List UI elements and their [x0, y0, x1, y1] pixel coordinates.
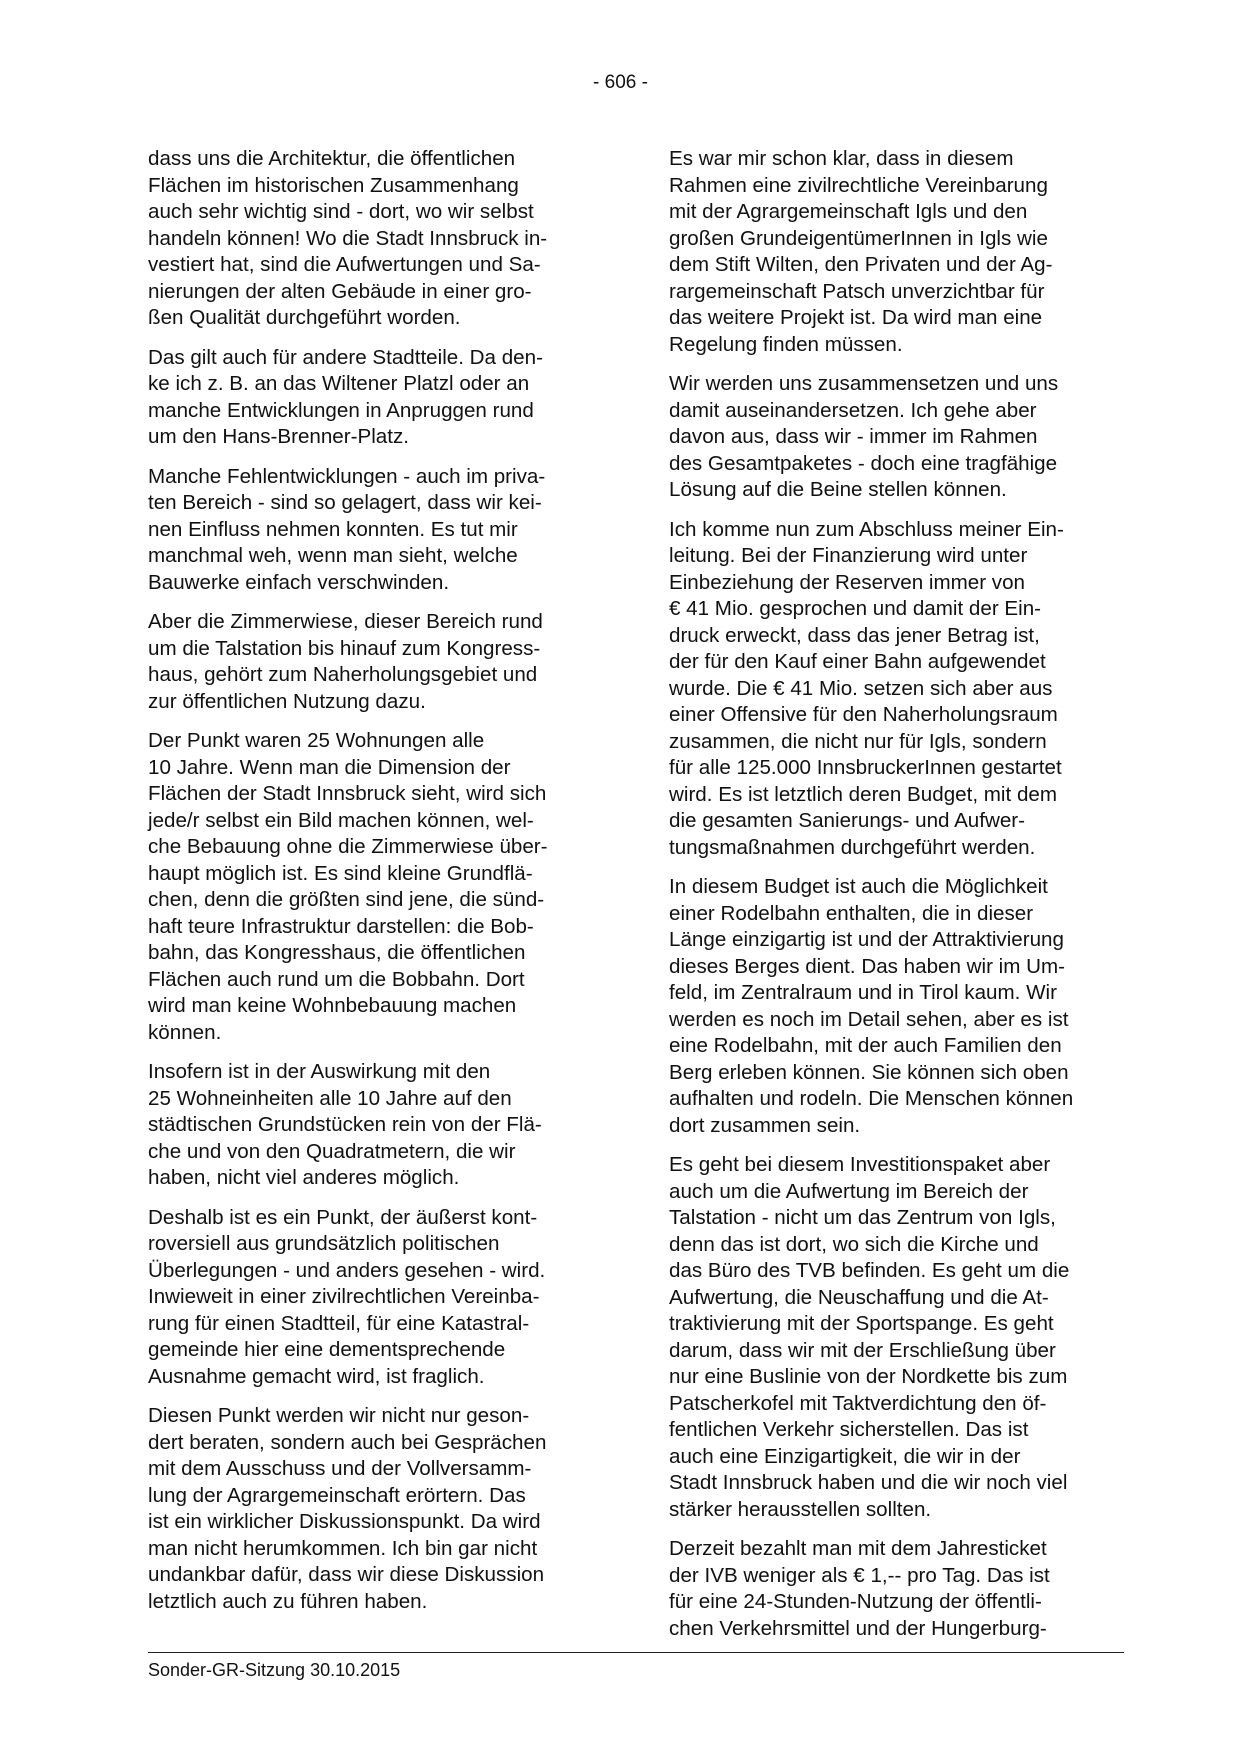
- paragraph: Ich komme nun zum Abschluss meiner Ein- leitung. Bei der Finanzierung wird unter Einbeziehung der Reserven immer von € 41 Mio. gesprochen und damit der Ein- druck erweckt, dass das jener Betrag ist, der für den Kauf einer Bahn aufgewendet wurde. Die € 41 Mio. setzen sich aber aus einer Offensive für den Naherholungsraum zusammen, die nicht nur für Igls, sondern für alle 125.000 InnsbruckerInnen gestartet wird. Es ist letztlich deren Budget, mit dem die gesamten Sanierungs- und Aufwer- tungsmaßnahmen durchgeführt werden.: [669, 517, 1064, 859]
- page-number: - 606 -: [593, 72, 648, 93]
- paragraph: Wir werden uns zusammensetzen und uns damit auseinandersetzen. Ich gehe aber davon aus, dass wir - immer im Rahmen des Gesamtpaketes - doch eine tragfähige Lösung auf die Beine stellen können.: [669, 372, 1059, 501]
- left-column: [148, 146, 595, 1628]
- paragraph: Manche Fehlentwicklungen - auch im priva- ten Bereich - sind so gelagert, dass wir kei- nen Einfluss nehmen konnten. Es tut mir manchmal weh, wenn man sieht, welche Bauwerke einfach verschwinden.: [148, 464, 546, 594]
- paragraph: Insofern ist in der Auswirkung mit den 25 Wohneinheiten alle 10 Jahre auf den städtischen Grundstücken rein von der Flä- che und von den Quadratmetern, die wir haben, nicht viel anderes möglich.: [148, 1060, 542, 1189]
- paragraph: Aber die Zimmerwiese, dieser Bereich rund um die Talstation bis hinauf zum Kongress- haus, gehört zum Naherholungsgebiet und zur öffentlichen Nutzung dazu.: [148, 610, 543, 713]
- paragraph: Der Punkt waren 25 Wohnungen alle 10 Jahre. Wenn man die Dimension der Flächen der Stadt Innsbruck sieht, wird sich jede/r selbst ein Bild machen können, wel- che Bebauung ohne die Zimmerwiese über- haupt möglich ist. Es sind kleine Grundflä- chen, denn die größten sind jene, die sünd- haft teure Infrastruktur darstellen: die Bob- bahn, das Kongresshaus, die öffentlichen Flächen auch rund um die Bobbahn. Dort wird man keine Wohnbebauung machen können.: [148, 729, 548, 1044]
- paragraph: Das gilt auch für andere Stadtteile. Da den- ke ich z. B. an das Wiltener Platzl oder an manche Entwicklungen in Anpruggen rund um den Hans-Brenner-Platz.: [148, 345, 543, 448]
- footer-divider: [148, 1652, 1124, 1653]
- paragraph: Deshalb ist es ein Punkt, der äußerst kont- roversiell aus grundsätzlich politischen Überlegungen - und anders gesehen - wird. Inwieweit in einer zivilrechtlichen Vereinba- rung für einen Stadtteil, für eine Katastral- gemeinde hier eine dementsprechende Ausnahme gemacht wird, ist fraglich.: [148, 1205, 546, 1388]
- right-column: [669, 146, 1124, 1655]
- paragraph: Diesen Punkt werden wir nicht nur geson- dert beraten, sondern auch bei Gesprächen mit dem Ausschuss und der Vollversamm- lung der Agrargemeinschaft erörtern. Das ist ein wirklicher Diskussionspunkt. Da wird man nicht herumkommen. Ich bin gar nicht undankbar dafür, dass wir diese Diskussion letztlich auch zu führen haben.: [148, 1404, 547, 1613]
- paragraph: Derzeit bezahlt man mit dem Jahresticket der IVB weniger als € 1,-- pro Tag. Das ist für eine 24-Stunden-Nutzung der öffentli- chen Verkehrsmittel und der Hungerburg-: [669, 1537, 1050, 1640]
- paragraph: Es geht bei diesem Investitionspaket aber auch um die Aufwertung im Bereich der Talstation - nicht um das Zentrum von Igls, denn das ist dort, wo sich die Kirche und das Büro des TVB befinden. Es geht um die Aufwertung, die Neuschaffung und die At- traktivierung mit der Sportspange. Es geht darum, dass wir mit der Erschließung über nur eine Buslinie von der Nordkette bis zum Patscherkofel mit Taktverdichtung den öf- fentlichen Verkehr sicherstellen. Das ist auch eine Einzigartigkeit, die wir in der Stadt Innsbruck haben und die wir noch viel stärker herausstellen sollten.: [669, 1153, 1070, 1521]
- paragraph: In diesem Budget ist auch die Möglichkeit einer Rodelbahn enthalten, die in dieser Länge einzigartig ist und der Attraktivierung dieses Berges dient. Das haben wir im Um- feld, im Zentralraum und in Tirol kaum. Wir werden es noch im Detail sehen, aber es ist eine Rodelbahn, mit der auch Familien den Berg erleben können. Sie können sich oben aufhalten und rodeln. Die Menschen können dort zusammen sein.: [669, 875, 1074, 1137]
- footer-session-label: Sonder-GR-Sitzung 30.10.2015: [148, 1660, 401, 1680]
- paragraph: dass uns die Architektur, die öffentlichen Flächen im historischen Zusammenhang auch sehr wichtig sind - dort, wo wir selbst handeln können! Wo die Stadt Innsbruck in- vestiert hat, sind die Aufwertungen und Sa- nierungen der alten Gebäude in einer gro- ßen Qualität durchgeführt worden.: [148, 147, 548, 329]
- paragraph: Es war mir schon klar, dass in diesem Rahmen eine zivilrechtliche Vereinbarung mit der Agrargemeinschaft Igls und den großen GrundeigentümerInnen in Igls wie dem Stift Wilten, den Privaten und der Ag- rargemeinschaft Patsch unverzichtbar für das weitere Projekt ist. Da wird man eine Regelung finden müssen.: [669, 147, 1053, 356]
